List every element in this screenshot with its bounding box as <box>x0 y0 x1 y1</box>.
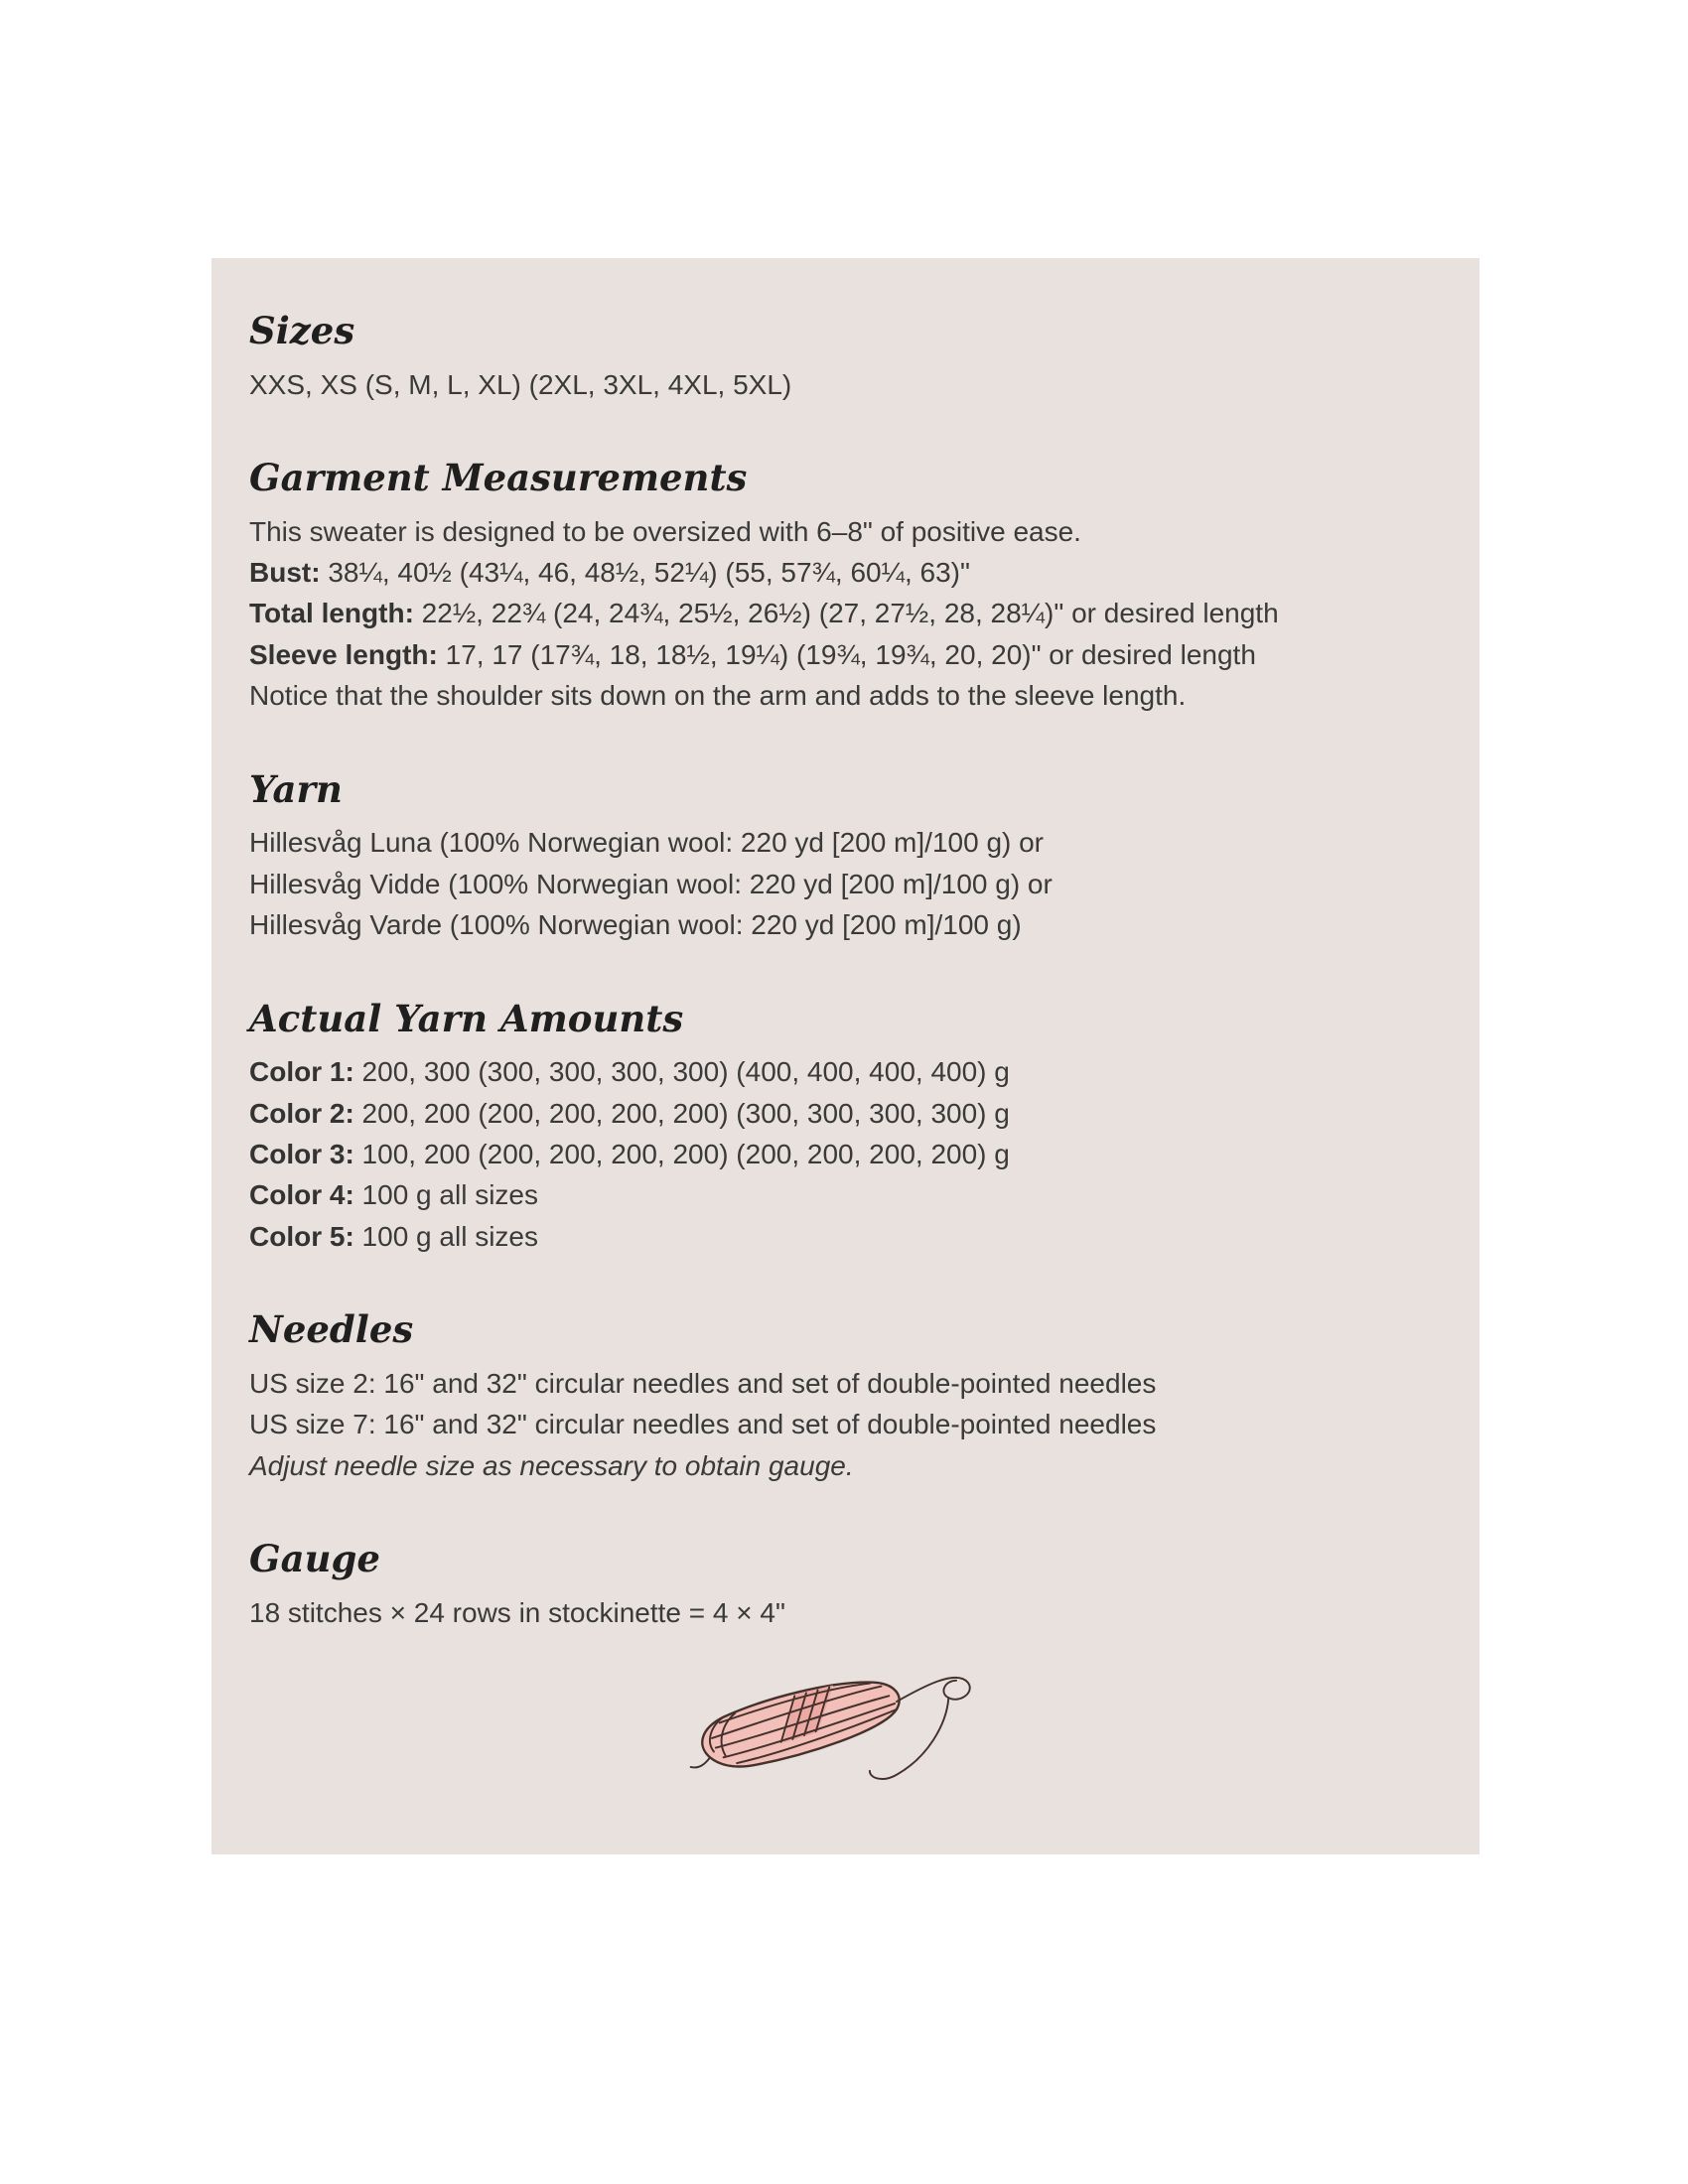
color2-value: 200, 200 (200, 200, 200, 200) (300, 300, 300, 300) g <box>353 1097 1010 1129</box>
garment-measurements-heading: Garment Measurements <box>249 455 748 499</box>
gauge-heading: Gauge <box>249 1537 380 1581</box>
color2-label: Color 2: <box>249 1097 354 1129</box>
yarn-skein-illustration <box>249 1651 1420 1825</box>
color5-value: 100 g all sizes <box>353 1220 538 1252</box>
needles-line-size7: US size 7: 16" and 32" circular needles and set of double-pointed needles <box>249 1409 1157 1440</box>
yarn-skein-icon <box>681 1651 989 1820</box>
sleeve-length-line <box>249 634 1420 675</box>
color5-line <box>249 1216 1420 1257</box>
color3-label: Color 3: <box>249 1139 354 1169</box>
sleeve-length-label: Sleeve length: <box>249 638 438 670</box>
needles-heading: Needles <box>249 1307 414 1352</box>
needles-gauge-note: Adjust needle size as necessary to obtain gauge. <box>249 1449 854 1481</box>
color2-line <box>249 1093 1420 1134</box>
shoulder-note: Notice that the shoulder sits down on the arm and adds to the sleeve length. <box>249 680 1187 712</box>
color3-value: 100, 200 (200, 200, 200, 200) (200, 200, 200, 200) g <box>353 1139 1010 1169</box>
bust-value: 38¼, 40½ (43¼, 46, 48½, 52¼) (55, 57¾, 60¼, 63)" <box>320 556 970 588</box>
color1-label: Color 1: <box>249 1056 354 1088</box>
total-length-line <box>249 593 1420 633</box>
bust-label: Bust: <box>249 556 321 588</box>
gauge-text: 18 stitches × 24 rows in stockinette = 4 × 4" <box>249 1596 785 1628</box>
color1-value: 200, 300 (300, 300, 300, 300) (400, 400, 400, 400) g <box>353 1056 1010 1088</box>
sizes-heading: Sizes <box>249 309 355 352</box>
color4-value: 100 g all sizes <box>353 1179 538 1211</box>
sleeve-length-value: 17, 17 (17¾, 18, 18½, 19¼) (19¾, 19¾, 20, 20)" or desired length <box>437 638 1256 670</box>
total-length-label: Total length: <box>249 598 414 629</box>
yarn-line-luna: Hillesvåg Luna (100% Norwegian wool: 220 yd [200 m]/100 g) or <box>249 827 1045 859</box>
yarn-amounts-heading: Actual Yarn Amounts <box>249 996 684 1040</box>
color1-line <box>249 1051 1420 1092</box>
color4-label: Color 4: <box>249 1179 354 1211</box>
color4-line <box>249 1174 1420 1215</box>
color3-line <box>249 1134 1420 1174</box>
yarn-line-vidde: Hillesvåg Vidde (100% Norwegian wool: 220 yd [200 m]/100 g) or <box>249 868 1053 899</box>
measurements-intro: This sweater is designed to be oversized with 6–8" of positive ease. <box>249 515 1081 547</box>
sizes-text: XXS, XS (S, M, L, XL) (2XL, 3XL, 4XL, 5XL) <box>249 368 792 400</box>
needles-line-size2: US size 2: 16" and 32" circular needles and set of double-pointed needles <box>249 1367 1157 1399</box>
total-length-value: 22½, 22¾ (24, 24¾, 25½, 26½) (27, 27½, 28, 28¼)" or desired length <box>413 598 1279 629</box>
pattern-panel <box>211 258 1479 1854</box>
yarn-heading: Yarn <box>249 766 343 811</box>
bust-line <box>249 552 1420 593</box>
color5-label: Color 5: <box>249 1220 354 1252</box>
yarn-line-varde: Hillesvåg Varde (100% Norwegian wool: 220 yd [200 m]/100 g) <box>249 909 1022 941</box>
